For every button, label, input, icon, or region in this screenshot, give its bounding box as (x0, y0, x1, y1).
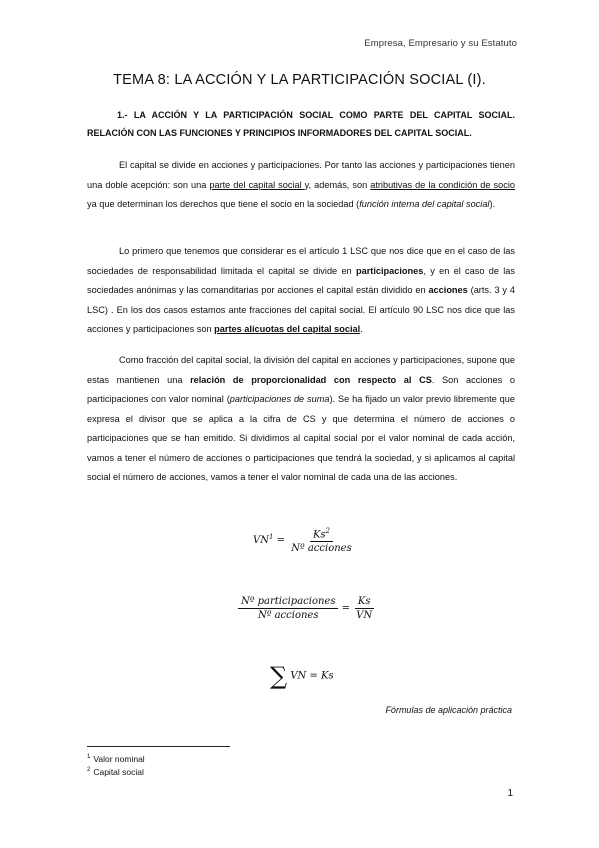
f1-fraction (288, 527, 355, 554)
p2-text-4: . (360, 324, 363, 334)
footnote-2-text: Capital social (93, 767, 144, 777)
p2-text-3: (arts. 3 y 4 LSC) . En los dos casos estamos ante fracciones del capital social. El artículo 90 LSC nos dice que las acciones y participaciones son (87, 285, 516, 334)
f3-body: VN = Ks (290, 670, 334, 682)
p1-text-1: El capital se divide en acciones y participaciones. Por tanto las acciones y participaciones tienen una doble acepción: son una (87, 160, 515, 190)
p1-underline-2: atributivas de la condición de socio (370, 179, 515, 190)
f2-den-left: Nº acciones (257, 610, 319, 621)
f1-eq: = (276, 535, 286, 547)
footnote-1-mark: 1 (87, 754, 91, 761)
f1-num-sup: 2 (325, 527, 331, 535)
p3-text-1: Como fracción del capital social, la división del capital en acciones y participaciones, supone que estas mantienen una (87, 355, 515, 385)
f1-lhs: VN (253, 535, 269, 547)
p1-text-4: ). (489, 199, 496, 209)
f1-num: Ks (312, 529, 326, 541)
p2-bold-1: participaciones (355, 265, 424, 276)
f1-den: Nº acciones (291, 543, 352, 555)
footnote-separator (87, 746, 230, 747)
formula-nominal-value (253, 527, 355, 554)
footnote-1-text: Valor nominal (93, 754, 145, 764)
p1-text-2: y, además, son (304, 179, 371, 190)
running-header: Empresa, Empresario y su Estatuto (364, 38, 517, 49)
f2-num-right: Ks (355, 596, 374, 609)
footnote-1 (87, 754, 145, 764)
paragraph-3 (87, 351, 515, 488)
section-heading (87, 106, 515, 142)
p1-underline-1: parte del capital social (209, 179, 305, 190)
p1-italic-1: función interna del capital social (359, 199, 490, 209)
p2-text-2: , y en el caso de las sociedades anónimas y las comanditarias por acciones el capital están dividido en (87, 265, 516, 295)
p3-text-2: . Son acciones o participaciones con valor nominal ( (87, 374, 515, 404)
p3-italic-1: participaciones de suma (229, 394, 330, 404)
p2-bold-underline-1: partes alícuotas del capital social (214, 324, 361, 334)
page-title: TEMA 8: LA ACCIÓN Y LA PARTICIPACIÓN SOCIAL (I). (113, 72, 486, 88)
f1-lhs-sup: 1 (268, 532, 274, 541)
f2-den-right: VN (356, 610, 373, 621)
f2-num-left: Nº participaciones (238, 596, 338, 609)
sigma-symbol: ∑ (270, 662, 288, 690)
formula-ratio (238, 596, 375, 621)
f2-right-fraction (353, 596, 375, 621)
footnote-2 (87, 767, 144, 777)
paragraph-1 (87, 156, 515, 215)
page-number: 1 (507, 788, 513, 799)
formula-sum (270, 662, 334, 690)
p2-text-1: Lo primero que tenemos que considerar es el artículo 1 LSC que nos dice que en el caso de las sociedades de responsabilidad limitada el capital se divide en (87, 246, 515, 276)
section-heading-text: 1.- LA ACCIÓN Y LA PARTICIPACIÓN SOCIAL COMO PARTE DEL CAPITAL SOCIAL. RELACIÓN CON LAS FUNCIONES Y PRINCIPIOS INFORMADORES DEL CAPITAL SOCIAL. (87, 110, 515, 138)
p3-bold-1: relación de proporcionalidad con respecto al CS (190, 374, 432, 385)
formulas-caption: Fórmulas de aplicación práctica (385, 705, 512, 715)
p2-bold-2: acciones (428, 285, 468, 295)
f2-eq: = (341, 603, 351, 614)
f2-left-fraction (238, 596, 338, 621)
footnote-2-mark: 2 (87, 767, 91, 774)
p1-text-3: ya que determinan los derechos que tiene el socio en la sociedad ( (87, 199, 360, 209)
p3-text-3: ). Se ha fijado un valor previo libremente que expresa el divisor que se aplica a la cifra de CS y que determina el número de acciones o participaciones que se han emitido. Si dividimos al capital social por el valor nominal de cada acción, vamos a tener el número de acciones o participaciones que tendrá la sociedad, y si aplicamos al capital social el número de acciones, vamos a tener el valor nominal de cada una de las acciones. (87, 394, 515, 482)
paragraph-2 (87, 242, 515, 340)
